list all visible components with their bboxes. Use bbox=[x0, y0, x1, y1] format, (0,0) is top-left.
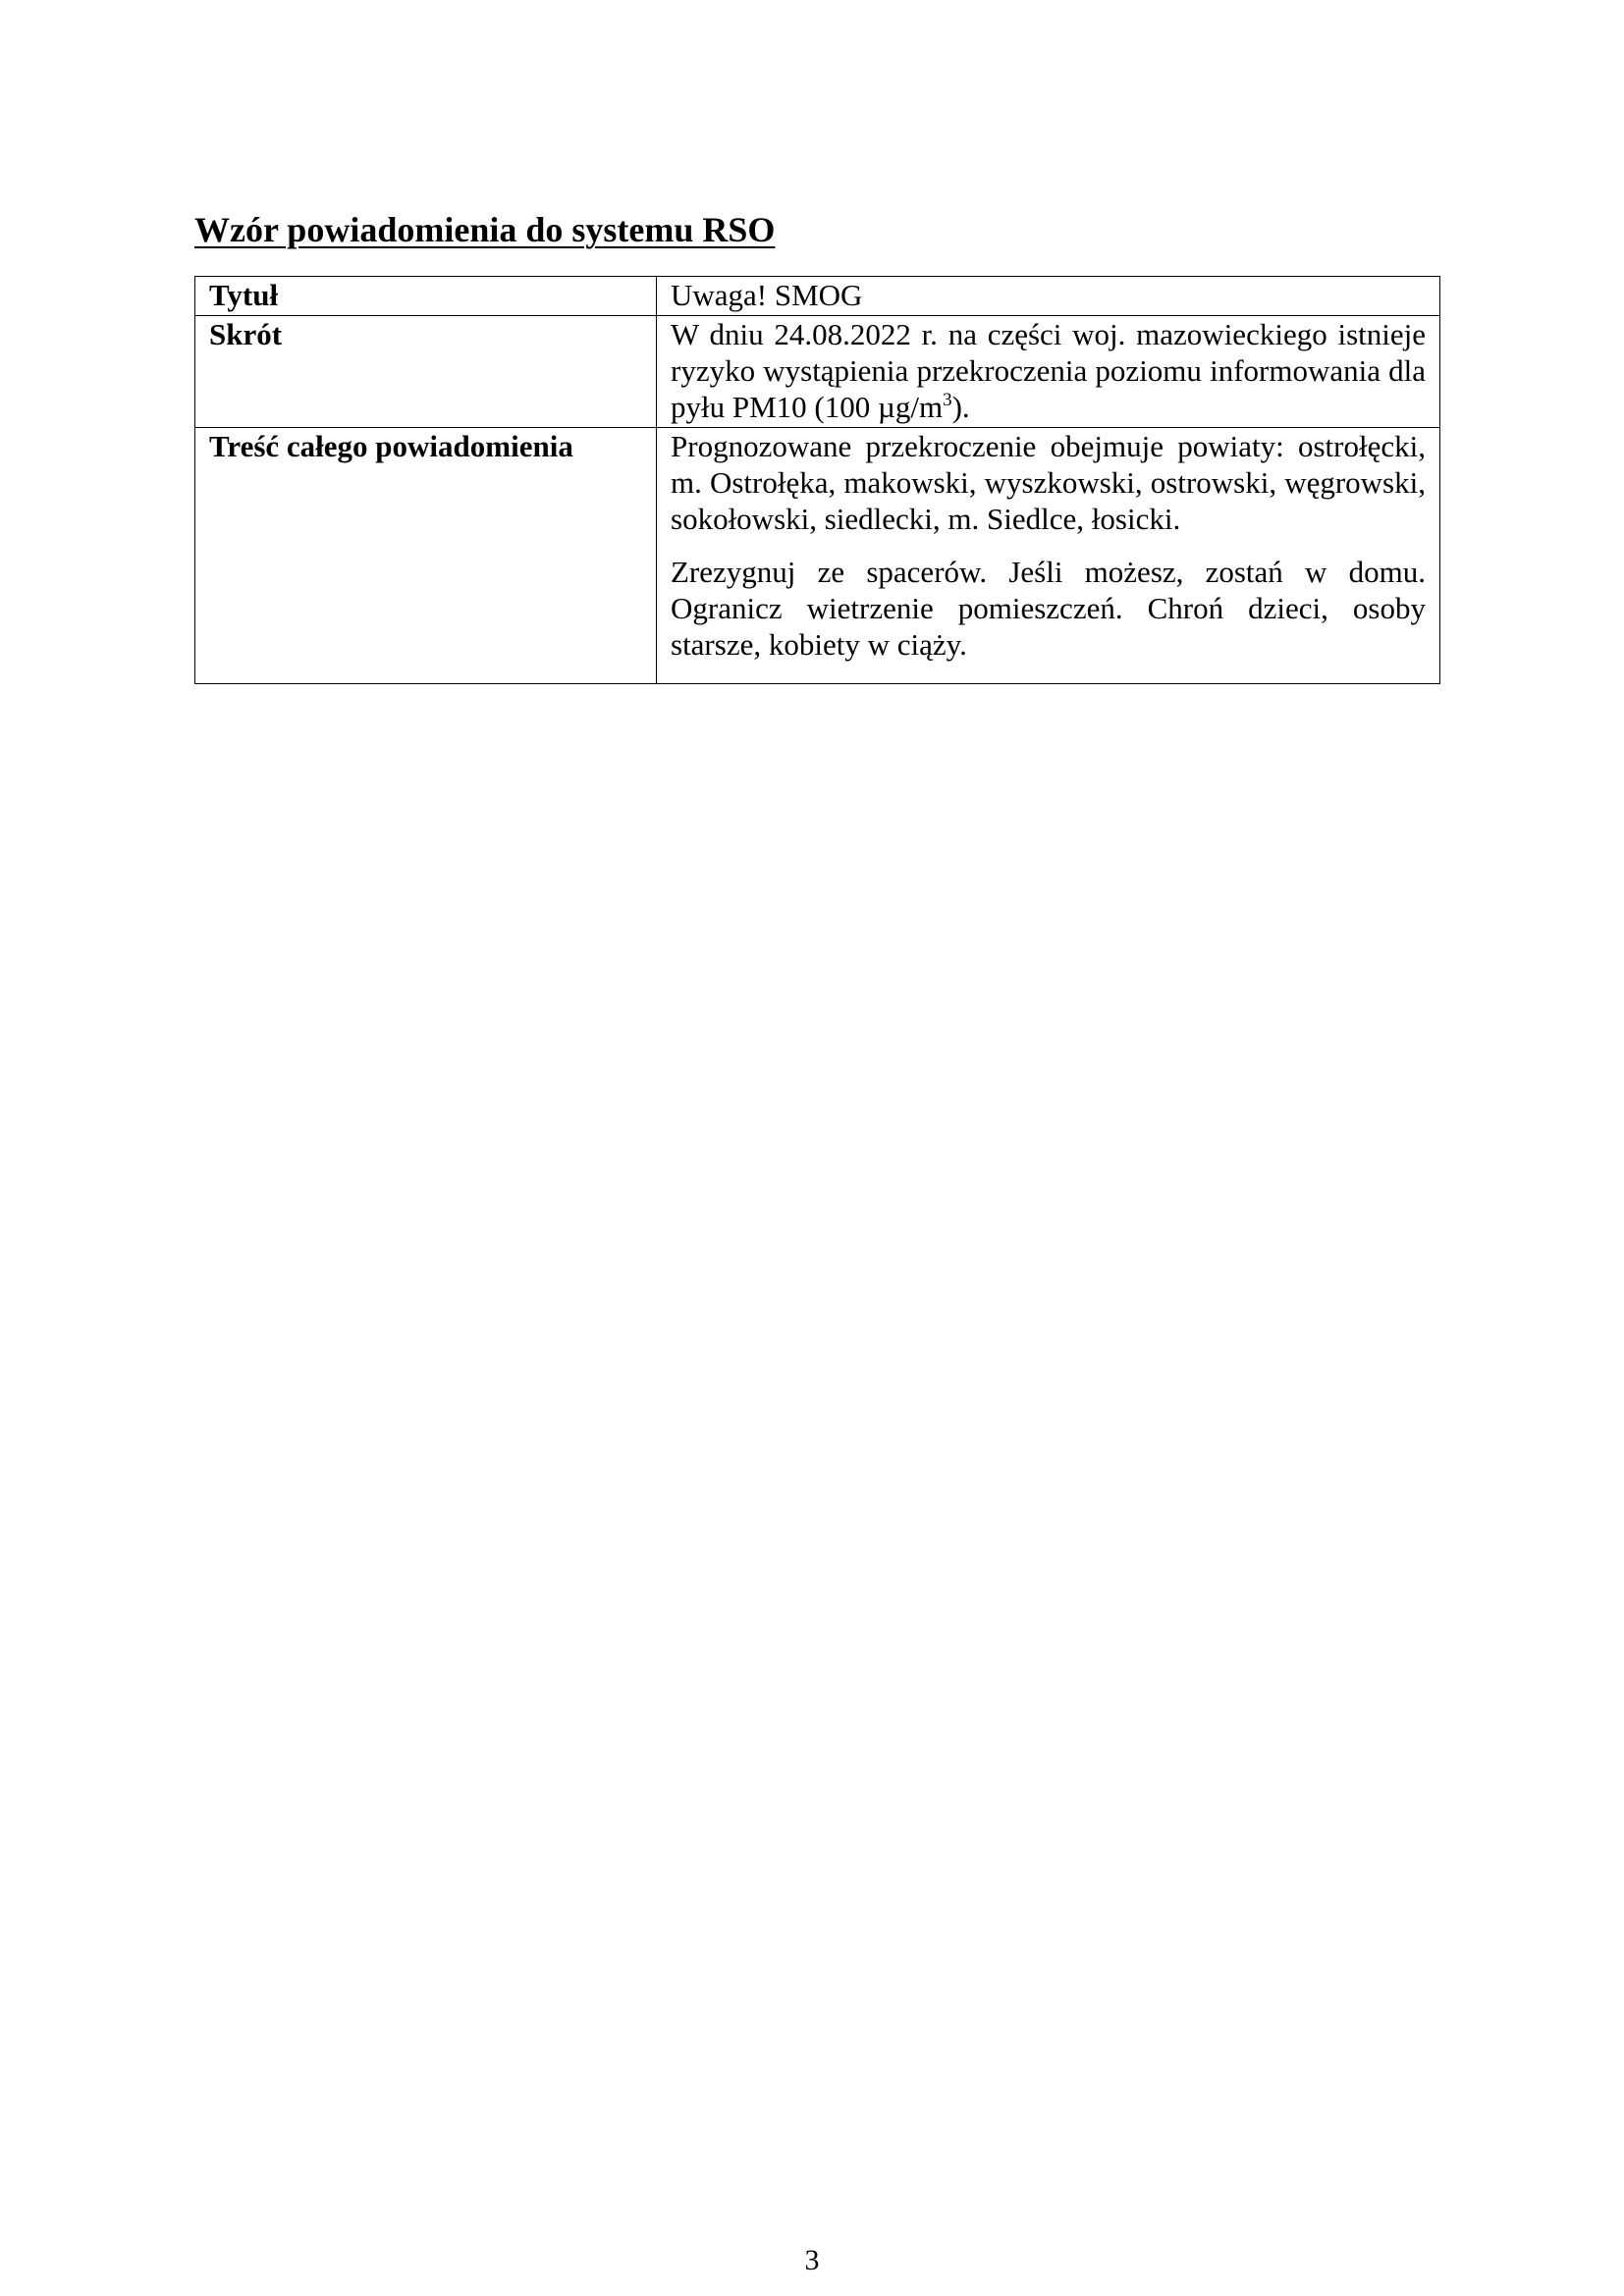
summary-text-end: ). bbox=[951, 390, 970, 424]
page-number: 3 bbox=[804, 2244, 820, 2276]
content-paragraph-districts: Prognozowane przekroczenie obejmuje powiaty: ostrołęcki, m. Ostrołęka, makowski, wyszkowski, ostrowski, węgrowski, sokołowski, siedlecki, m. Siedlce, łosicki. bbox=[671, 429, 1426, 536]
summary-text-main: W dniu 24.08.2022 r. na części woj. mazowieckiego istnieje ryzyko wystąpienia przekroczenia poziomu informowania dla pyłu PM10 (100 µg/m bbox=[671, 317, 1426, 424]
row-label-title: Tytuł bbox=[195, 277, 657, 316]
row-value-content bbox=[657, 428, 1440, 684]
table-row-summary bbox=[195, 316, 1440, 428]
notification-table bbox=[194, 276, 1440, 684]
document-heading: Wzór powiadomienia do systemu RSO bbox=[194, 210, 776, 249]
table-row-content bbox=[195, 428, 1440, 684]
row-value-title bbox=[657, 277, 1440, 316]
row-value-summary bbox=[657, 316, 1440, 428]
row-label-content: Treść całego powiadomienia bbox=[195, 428, 657, 684]
summary-superscript: 3 bbox=[943, 390, 952, 410]
content-paragraph-advice: Zrezygnuj ze spacerów. Jeśli możesz, zostań w domu. Ogranicz wietrzenie pomieszczeń. Chroń dzieci, osoby starsze, kobiety w ciąży. bbox=[671, 555, 1426, 662]
summary-text bbox=[671, 316, 1426, 425]
title-text: Uwaga! SMOG bbox=[671, 278, 863, 312]
row-label-summary: Skrót bbox=[195, 316, 657, 428]
table-row-title bbox=[195, 277, 1440, 316]
